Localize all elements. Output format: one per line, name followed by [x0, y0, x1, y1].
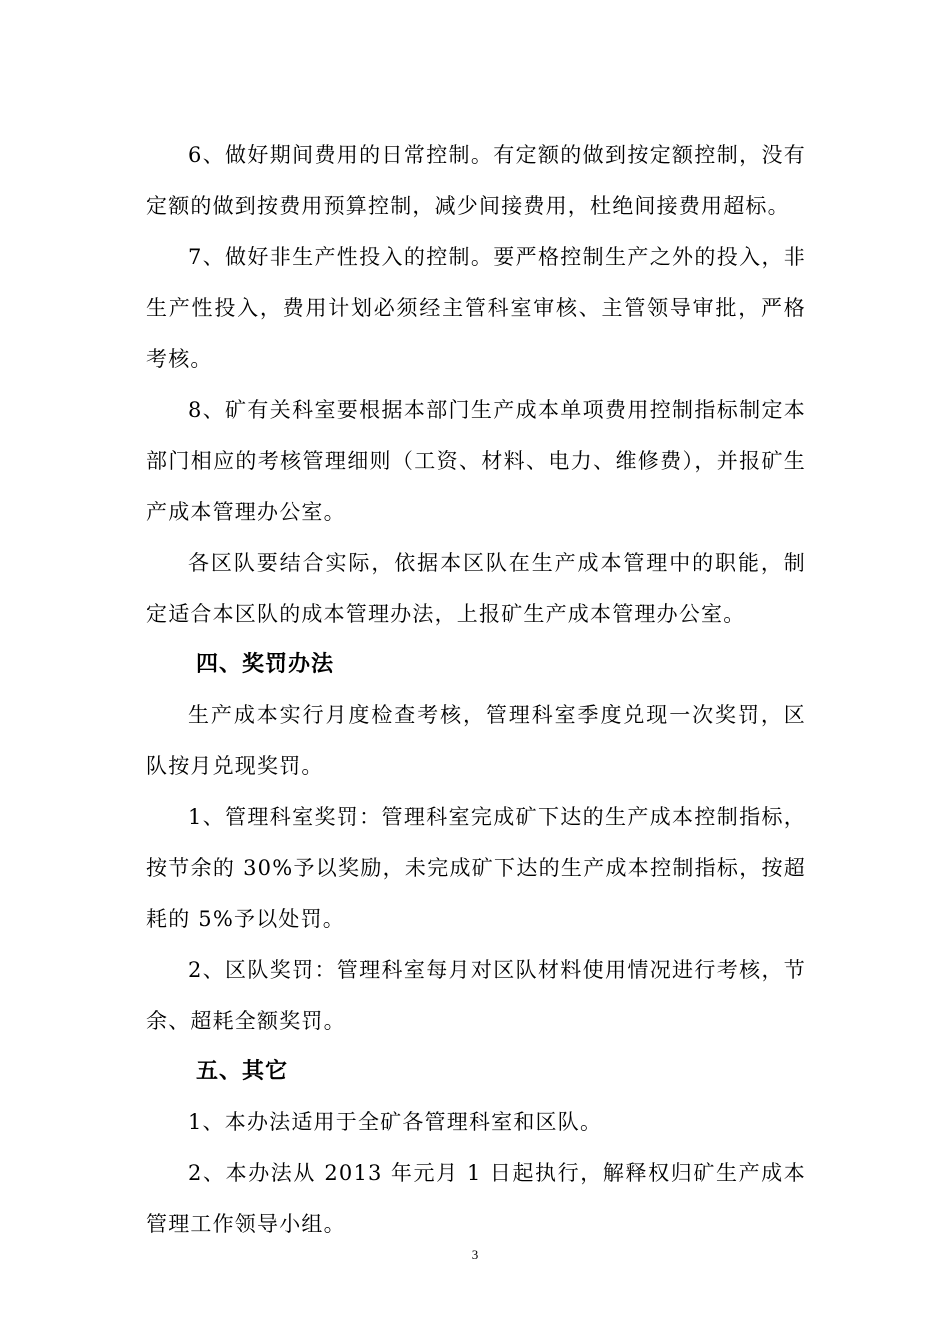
rewards-item-1: 1、管理科室奖罚：管理科室完成矿下达的生产成本控制指标，按节余的 30%予以奖励，未完成矿下达的生产成本控制指标，按超耗的 5%予以处罚。 [146, 805, 806, 931]
other-item-2: 2、本办法从 2013 年元月 1 日起执行，解释权归矿生产成本管理工作领导小组。 [146, 1161, 806, 1236]
document-body [146, 130, 806, 1250]
page-number: 3 [471, 1247, 479, 1262]
paragraph-item-8: 8、矿有关科室要根据本部门生产成本单项费用控制指标制定本部门相应的考核管理细则（工资、材料、电力、维修费），并报矿生产成本管理办公室。 [146, 398, 806, 524]
paragraph-item-6: 6、做好期间费用的日常控制。有定额的做到按定额控制，没有定额的做到按费用预算控制，减少间接费用，杜绝间接费用超标。 [146, 143, 806, 218]
rewards-item-2: 2、区队奖罚：管理科室每月对区队材料使用情况进行考核，节余、超耗全额奖罚。 [146, 958, 806, 1033]
other-item-1: 1、本办法适用于全矿各管理科室和区队。 [188, 1110, 603, 1134]
rewards-intro: 生产成本实行月度检查考核，管理科室季度兑现一次奖罚，区队按月兑现奖罚。 [146, 703, 806, 778]
section-heading-rewards: 四、奖罚办法 [196, 652, 335, 677]
paragraph-units: 各区队要结合实际，依据本区队在生产成本管理中的职能，制定适合本区队的成本管理办法，上报矿生产成本管理办公室。 [146, 551, 806, 626]
section-heading-other: 五、其它 [196, 1059, 289, 1084]
paragraph-item-7: 7、做好非生产性投入的控制。要严格控制生产之外的投入，非生产性投入，费用计划必须经主管科室审核、主管领导审批，严格考核。 [146, 245, 806, 371]
